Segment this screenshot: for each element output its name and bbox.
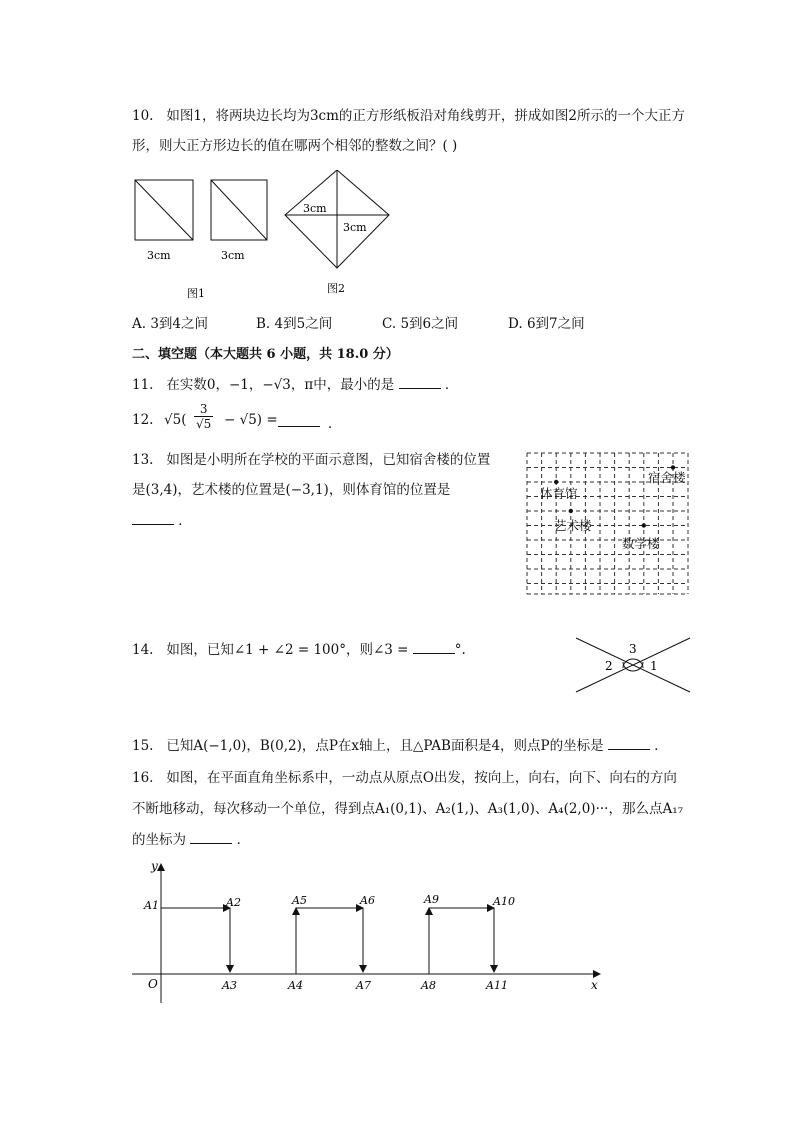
option-text: 6到7之间 bbox=[526, 316, 585, 332]
q13-text-line1: 如图是小明所在学校的平面示意图，已知宿舍楼的位置 bbox=[166, 452, 491, 468]
option-letter: C. bbox=[382, 316, 397, 332]
angle-arc-4 bbox=[623, 662, 643, 671]
q10-line1 bbox=[132, 104, 685, 124]
q12-expr-right: − √5) = bbox=[224, 412, 278, 428]
q15-text: 已知A(−1,0)，B(0,2)，点P在x轴上，且△PAB面积是4，则点P的坐标是 bbox=[166, 738, 604, 754]
q16-period: ． bbox=[236, 832, 251, 848]
q12-frac-den: √5 bbox=[196, 417, 212, 431]
q16-number: 16. bbox=[132, 770, 154, 786]
gym-label: 体育馆 bbox=[540, 486, 578, 501]
fig1-caption: 图1 bbox=[187, 287, 205, 300]
fig2-label-b: 3cm bbox=[343, 221, 367, 234]
option-letter: D. bbox=[508, 316, 523, 332]
q15-period: ． bbox=[654, 738, 668, 754]
fig2-label-a: 3cm bbox=[303, 202, 327, 215]
label-a7: A7 bbox=[356, 979, 371, 992]
origin-label: O bbox=[148, 977, 158, 991]
q13-period: ． bbox=[178, 513, 192, 529]
fig1-label-a: 3cm bbox=[147, 249, 171, 262]
q11-number: 11. bbox=[132, 377, 154, 393]
q10-number: 10. bbox=[132, 108, 154, 124]
q12-answer-blank[interactable] bbox=[278, 414, 320, 427]
q15 bbox=[132, 734, 668, 754]
q12-expr-left: √5( bbox=[164, 412, 187, 428]
math-point bbox=[642, 523, 646, 527]
fig2-caption: 图2 bbox=[327, 282, 345, 295]
q16-text-line1: 如图，在平面直角坐标系中，一动点从原点O出发，按向上，向右，向下、向右的方向 bbox=[166, 770, 677, 786]
label-a11: A11 bbox=[486, 979, 508, 992]
q16-answer-blank[interactable] bbox=[190, 831, 232, 844]
q13-line3 bbox=[132, 509, 192, 529]
section-title: 二、填空题（本大题共 6 小题，共 18.0 分） bbox=[132, 347, 399, 362]
x-axis-label: x bbox=[591, 978, 598, 992]
q16-text-line2: 不断地移动，每次移动一个单位，得到点A₁(0,1)、A₂(1,)、A₃(1,0)、A₄(2,0)···，那么点A₁₇ bbox=[132, 801, 684, 817]
label-a10: A10 bbox=[493, 895, 515, 908]
label-a4: A4 bbox=[288, 979, 303, 992]
dorm-label: 宿舍楼 bbox=[648, 470, 686, 485]
option-text: 5到6之间 bbox=[400, 316, 459, 332]
q12-frac-num: 3 bbox=[199, 402, 208, 416]
coordinate-path-figure bbox=[128, 858, 608, 1008]
option-text: 4到5之间 bbox=[274, 316, 333, 332]
angle-label-3: 3 bbox=[629, 642, 637, 656]
q12-period: ． bbox=[328, 416, 342, 432]
square-1-diagonal bbox=[135, 180, 193, 240]
y-axis-label: y bbox=[151, 859, 158, 873]
angle-label-2: 2 bbox=[605, 659, 613, 673]
label-a9: A9 bbox=[424, 893, 439, 906]
option-text: 3到4之间 bbox=[150, 316, 209, 332]
square-2-diagonal bbox=[211, 180, 267, 240]
option-letter: A. bbox=[132, 316, 147, 332]
label-a5: A5 bbox=[292, 894, 307, 907]
math-label: 数学楼 bbox=[622, 536, 660, 551]
q14-degree: °. bbox=[454, 642, 466, 658]
label-a1: A1 bbox=[144, 899, 159, 912]
q16-line1 bbox=[132, 766, 677, 786]
label-a3: A3 bbox=[222, 979, 237, 992]
q11-text: 在实数0，−1，−√3，π中，最小的是 bbox=[166, 377, 395, 393]
q12-number: 12. bbox=[132, 412, 154, 428]
label-a6: A6 bbox=[360, 894, 375, 907]
angle-arc-3 bbox=[623, 659, 643, 668]
gym-point bbox=[554, 480, 558, 484]
q13-line1 bbox=[132, 448, 490, 468]
q10-option-d[interactable] bbox=[508, 312, 585, 332]
school-map bbox=[524, 450, 694, 600]
q10-text-line1: 如图1，将两块边长均为3cm的正方形纸板沿对角线剪开，拼成如图2所示的一个大正方 bbox=[166, 108, 685, 124]
q10-option-c[interactable] bbox=[382, 312, 458, 332]
label-a2: A2 bbox=[226, 896, 241, 909]
q16-line3 bbox=[132, 828, 250, 848]
q15-number: 15. bbox=[132, 738, 154, 754]
q10-option-b[interactable] bbox=[256, 312, 332, 332]
q11 bbox=[132, 373, 458, 393]
q14-answer-blank[interactable] bbox=[413, 641, 455, 654]
q11-answer-blank[interactable] bbox=[399, 376, 441, 389]
angle-figure bbox=[572, 634, 694, 696]
q14 bbox=[132, 638, 466, 658]
q10-option-a[interactable] bbox=[132, 312, 208, 332]
label-a8: A8 bbox=[421, 979, 436, 992]
q14-number: 14. bbox=[132, 642, 154, 658]
q14-text: 如图，已知∠1 + ∠2 = 100°，则∠3 = bbox=[166, 642, 409, 658]
fig1-label-b: 3cm bbox=[221, 249, 245, 262]
art-label: 艺术楼 bbox=[554, 518, 592, 533]
art-point bbox=[569, 509, 573, 513]
q13-number: 13. bbox=[132, 452, 154, 468]
q13-answer-blank[interactable] bbox=[132, 512, 174, 525]
q16-text-line3: 的坐标为 bbox=[132, 832, 186, 848]
q12-fraction bbox=[194, 402, 213, 431]
angle-label-1: 1 bbox=[650, 659, 658, 673]
q10-figures bbox=[125, 170, 405, 305]
q15-answer-blank[interactable] bbox=[608, 737, 650, 750]
option-letter: B. bbox=[256, 316, 271, 332]
q11-period: ． bbox=[444, 377, 459, 393]
q13-text-line2: 是(3,4)，艺术楼的位置是(−3,1)，则体育馆的位置是 bbox=[132, 482, 451, 498]
q10-text-line2: 形，则大正方形边长的值在哪两个相邻的整数之间？( ) bbox=[132, 138, 458, 154]
